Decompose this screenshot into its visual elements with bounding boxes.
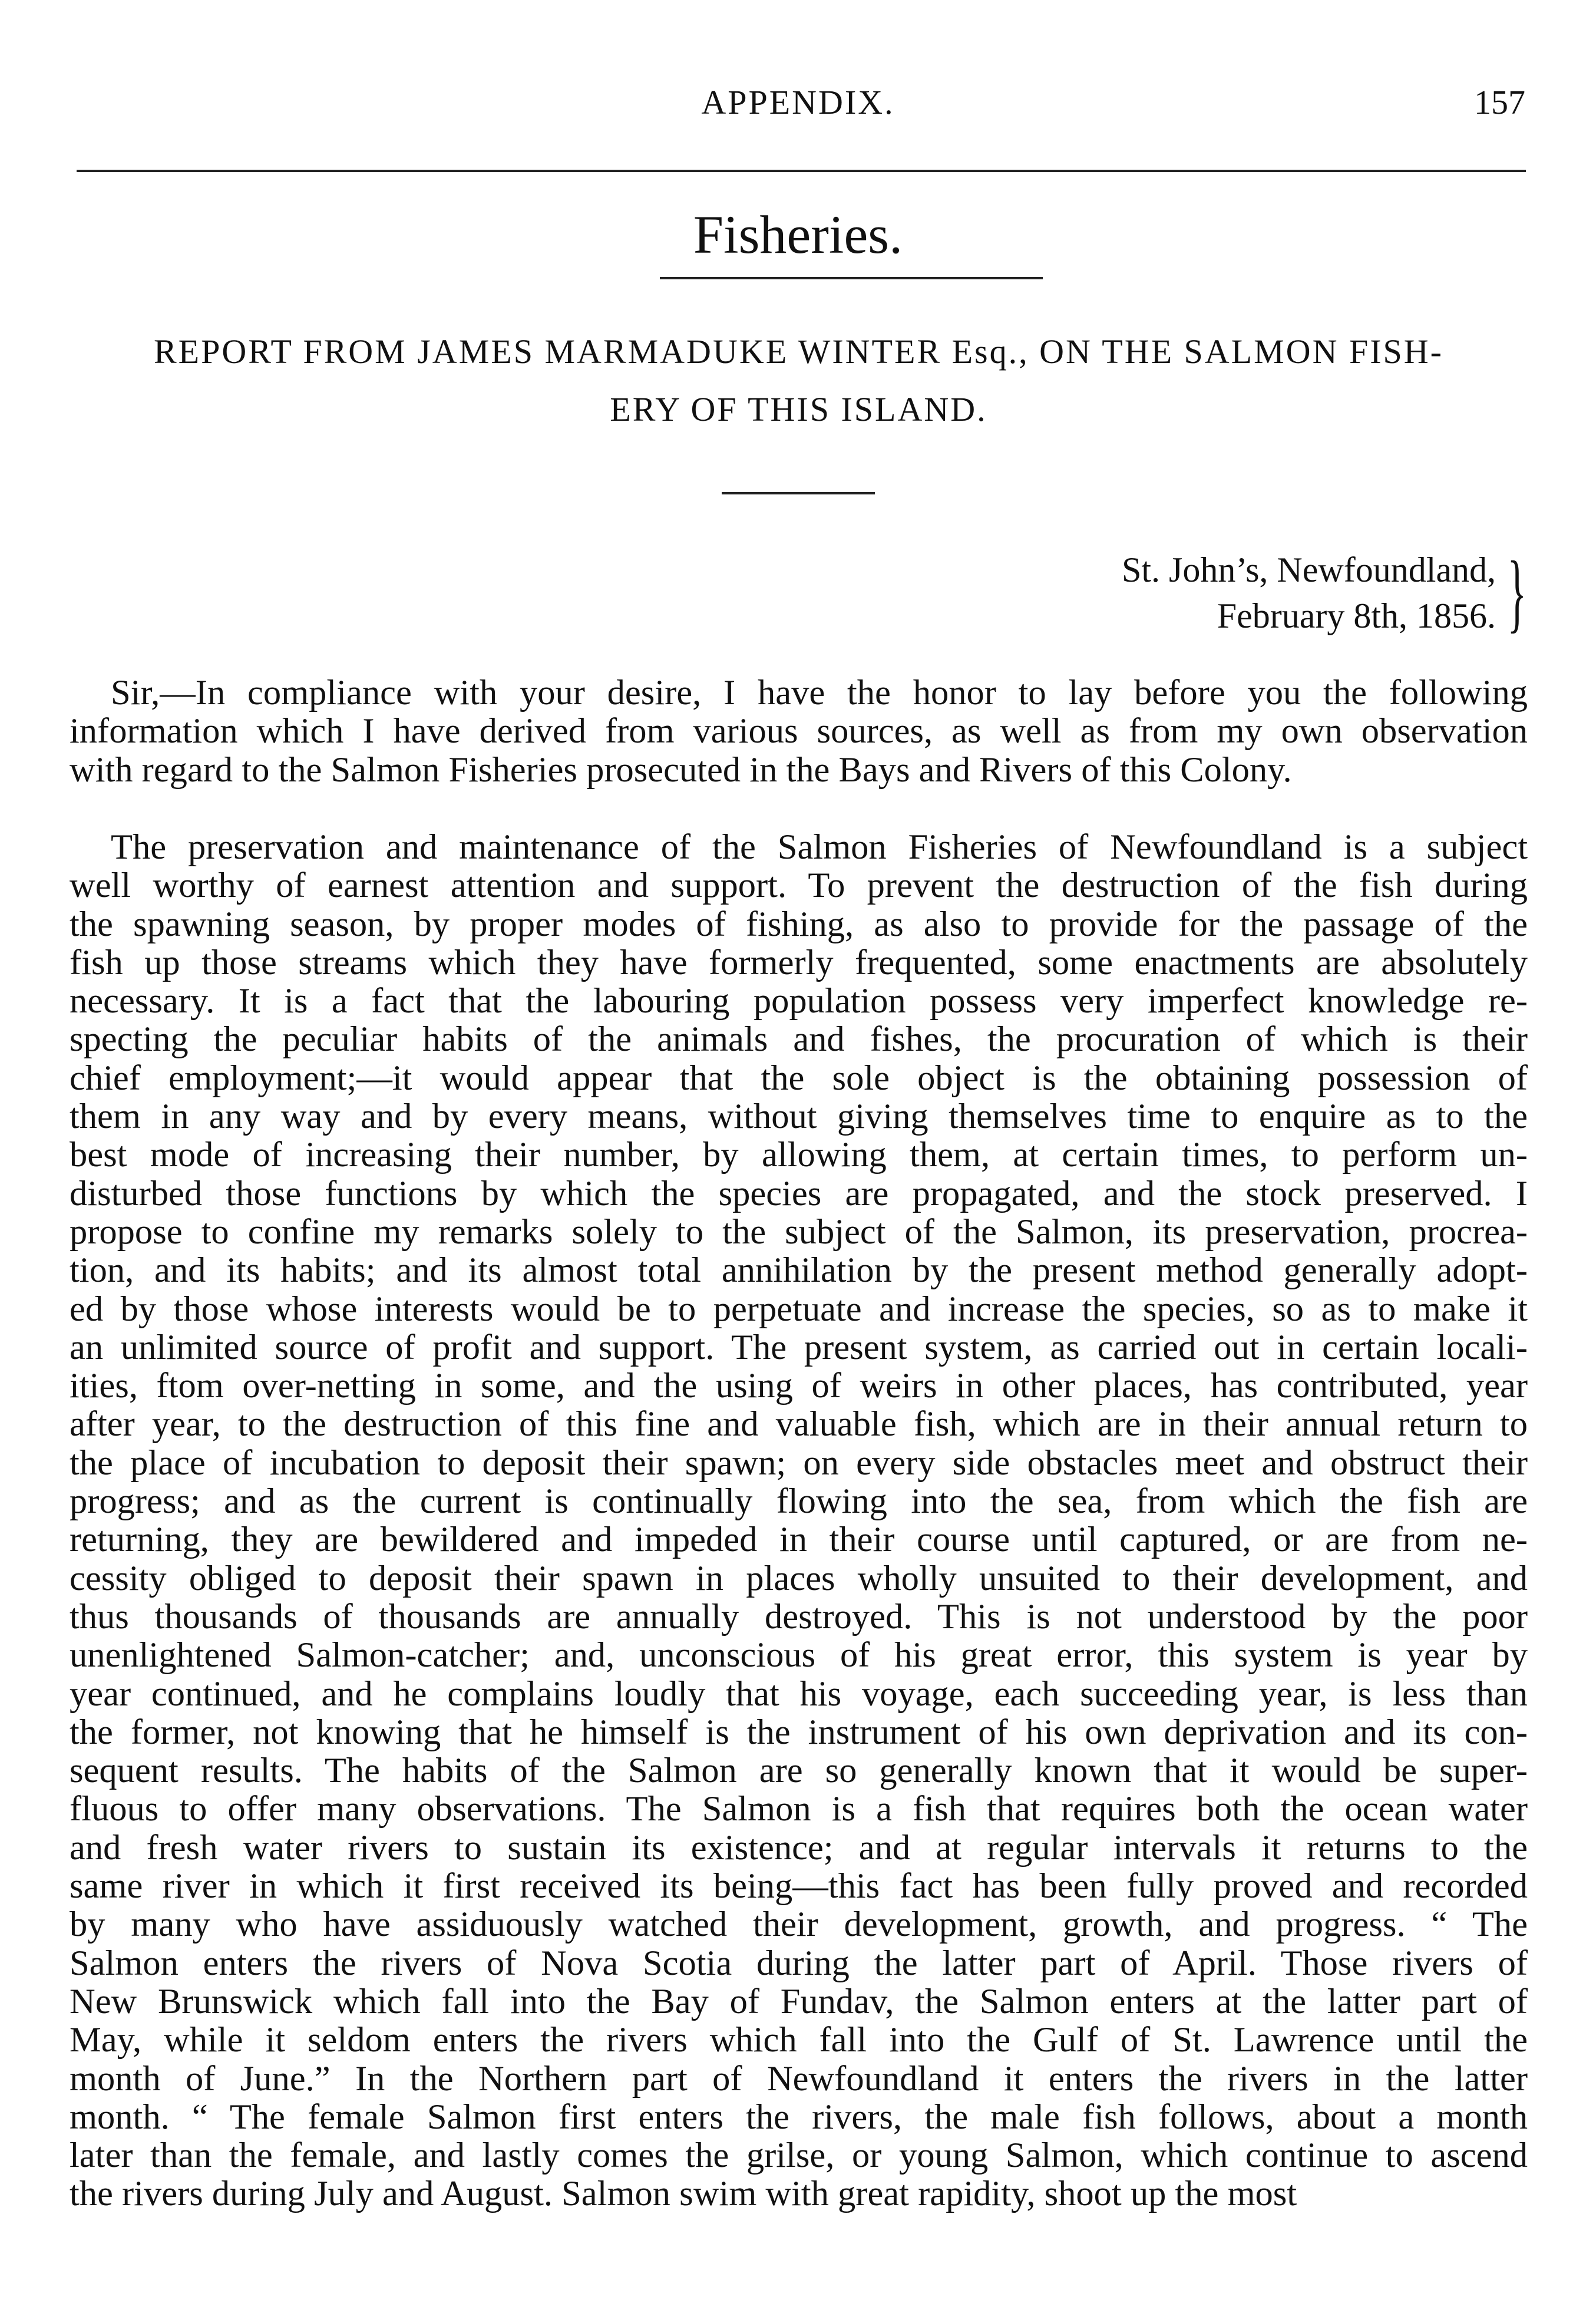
text-line: New Brunswick which fall into the Bay of Fundav, the Salmon enters at the latter part of <box>70 1981 1528 2021</box>
text-line: later than the female, and lastly comes the grilse, or young Salmon, which continue to ascend <box>70 2136 1528 2176</box>
text-line: month of June.” In the Northern part of Newfoundland it enters the rivers in the latter <box>70 2058 1528 2099</box>
text-line: chief employment;—it would appear that the sole object is the obtaining possession of <box>70 1058 1528 1098</box>
text-line: The preservation and maintenance of the Salmon Fisheries of Newfoundland is a subject <box>111 827 1528 867</box>
text-line: by many who have assiduously watched their development, growth, and progress. “ The <box>70 1905 1528 1945</box>
text-line: progress; and as the current is continually flowing into the sea, from which the fish are <box>70 1482 1528 1522</box>
paragraph-salutation <box>70 674 1528 789</box>
paragraph-main <box>70 828 1528 2213</box>
text-line: the spawning season, by proper modes of fishing, as also to provide for the passage of the <box>70 904 1528 944</box>
text-line: with regard to the Salmon Fisheries prosecuted in the Bays and Rivers of this Colony. <box>70 750 1292 790</box>
text-line: ities, ftom over-netting in some, and the using of weirs in other places, has contributed, year <box>70 1366 1528 1406</box>
text-line: disturbed those functions by which the species are propagated, and the stock preserved. I <box>70 1173 1528 1213</box>
report-heading <box>70 323 1528 438</box>
title-rule <box>660 277 1043 279</box>
heading-rule <box>722 492 875 494</box>
text-line: well worthy of earnest attention and support. To prevent the destruction of the fish during <box>70 866 1528 906</box>
text-line: specting the peculiar habits of the animals and fishes, the procuration of which is their <box>70 1019 1528 1060</box>
text-line: Sir,—In compliance with your desire, I have the honor to lay before you the following <box>111 673 1528 712</box>
text-line: them in any way and by every means, without giving themselves time to enquire as to the <box>70 1097 1528 1137</box>
text-line: fish up those streams which they have formerly frequented, some enactments are absolutely <box>70 942 1528 982</box>
text-line: an unlimited source of profit and support. The present system, as carried out in certain locali- <box>70 1327 1528 1367</box>
text-line: thus thousands of thousands are annually destroyed. This is not understood by the poor <box>70 1596 1528 1636</box>
section-title: Fisheries. <box>693 204 903 265</box>
running-title: APPENDIX. <box>701 83 895 121</box>
text-line: the rivers during July and August. Salmon swim with great rapidity, shoot up the most <box>70 2174 1297 2214</box>
text-line: information which I have derived from various sources, as well as from my own observation <box>70 711 1528 751</box>
report-heading-line-1: REPORT FROM JAMES MARMADUKE WINTER Esq., ON THE SALMON FISH- <box>154 332 1443 371</box>
text-line: unenlightened Salmon-catcher; and, unconscious of his great error, this system is year by <box>70 1635 1528 1675</box>
brace-glyph: } <box>1507 543 1526 641</box>
text-line: propose to confine my remarks solely to the subject of the Salmon, its preservation, procrea- <box>70 1212 1528 1252</box>
text-line: May, while it seldom enters the rivers which fall into the Gulf of St. Lawrence until the <box>70 2020 1528 2060</box>
text-line: after year, to the destruction of this fine and valuable fish, which are in their annual return to <box>70 1404 1528 1444</box>
text-line: necessary. It is a fact that the labouring population possess very imperfect knowledge re- <box>70 981 1528 1021</box>
report-heading-line-2: ERY OF THIS ISLAND. <box>610 390 987 428</box>
text-line: best mode of increasing their number, by allowing them, at certain times, to perform un- <box>70 1135 1528 1175</box>
text-line: Salmon enters the rivers of Nova Scotia during the latter part of April. Those rivers of <box>70 1943 1528 1983</box>
text-line: ed by those whose interests would be to perpetuate and increase the species, so as to make it <box>70 1289 1528 1329</box>
text-line: the former, not knowing that he himself is the instrument of his own deprivation and its con- <box>70 1712 1528 1752</box>
text-line: month. “ The female Salmon first enters the rivers, the male fish follows, about a month <box>70 2097 1528 2137</box>
text-line: returning, they are bewildered and impeded in their course until captured, or are from ne- <box>70 1520 1528 1560</box>
text-line: the place of incubation to deposit their spawn; on every side obstacles meet and obstruct their <box>70 1443 1528 1483</box>
text-line: sequent results. The habits of the Salmon are so generally known that it would be super- <box>70 1751 1528 1791</box>
header-rule <box>77 170 1526 172</box>
dateline <box>1122 547 1496 639</box>
text-line: year continued, and he complains loudly that his voyage, each succeeding year, is less than <box>70 1674 1528 1714</box>
text-line: and fresh water rivers to sustain its existence; and at regular intervals it returns to the <box>70 1827 1528 1868</box>
text-line: fluous to offer many observations. The Salmon is a fish that requires both the ocean water <box>70 1789 1528 1829</box>
dateline-date: February 8th, 1856. <box>1217 596 1496 635</box>
text-line: same river in which it first received its being—this fact has been fully proved and recorded <box>70 1866 1528 1906</box>
text-line: cessity obliged to deposit their spawn in places wholly unsuited to their development, and <box>70 1558 1528 1598</box>
text-line: tion, and its habits; and its almost total annihilation by the present method generally adopt- <box>70 1251 1528 1291</box>
page-number: 157 <box>1474 83 1525 121</box>
dateline-place: St. John’s, Newfoundland, <box>1122 550 1496 589</box>
